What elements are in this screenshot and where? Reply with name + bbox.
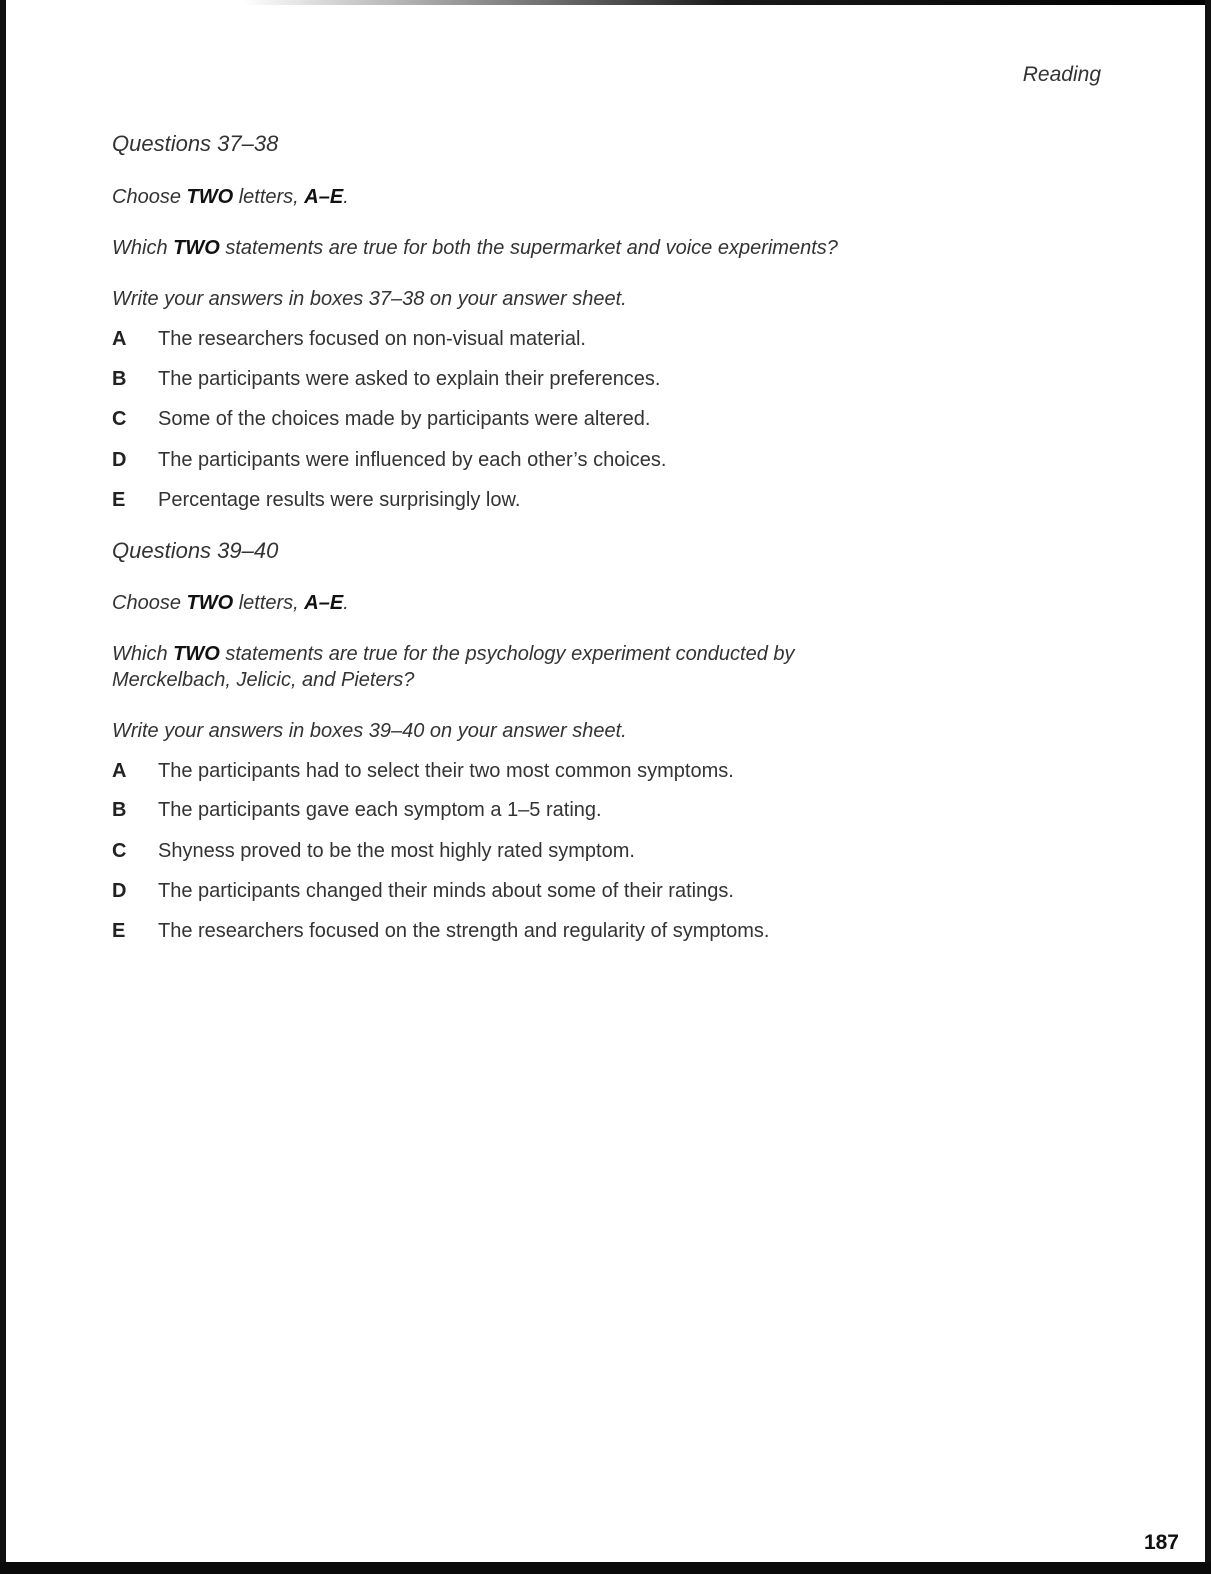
option-a: A The participants had to select their two most common symptoms.	[112, 760, 734, 782]
running-head: Reading	[1022, 63, 1101, 86]
option-d: D The participants were influenced by each other’s choices.	[112, 449, 667, 471]
question-set-heading: Questions 37–38	[112, 131, 279, 156]
page-edge-left	[0, 0, 6, 1574]
page-edge-top	[0, 0, 1211, 5]
page-edge-right	[1205, 0, 1211, 1574]
page-number: 187	[1143, 1531, 1179, 1554]
answer-sheet-instruction: Write your answers in boxes 37–38 on your answer sheet.	[112, 288, 627, 310]
question-set-heading: Questions 39–40	[112, 538, 279, 563]
answer-sheet-instruction: Write your answers in boxes 39–40 on your answer sheet.	[112, 720, 627, 742]
page-edge-bottom	[0, 1562, 1211, 1574]
question-prompt: Which TWO statements are true for both the supermarket and voice experiments?	[112, 237, 838, 259]
question-prompt: Which TWO statements are true for the psychology experiment conducted by Merckelbach, Jelicic, and Pieters?	[112, 643, 795, 691]
option-b: B The participants were asked to explain their preferences.	[112, 368, 661, 390]
option-b: B The participants gave each symptom a 1–5 rating.	[112, 799, 602, 821]
choose-instruction: Choose TWO letters, A–E.	[112, 186, 349, 208]
option-c: C Some of the choices made by participants were altered.	[112, 408, 651, 430]
option-c: C Shyness proved to be the most highly rated symptom.	[112, 840, 635, 862]
option-d: D The participants changed their minds about some of their ratings.	[112, 880, 734, 902]
choose-instruction: Choose TWO letters, A–E.	[112, 592, 349, 614]
option-e: E Percentage results were surprisingly low.	[112, 489, 521, 511]
option-e: E The researchers focused on the strength and regularity of symptoms.	[112, 920, 770, 942]
option-a: A The researchers focused on non-visual material.	[112, 328, 586, 350]
